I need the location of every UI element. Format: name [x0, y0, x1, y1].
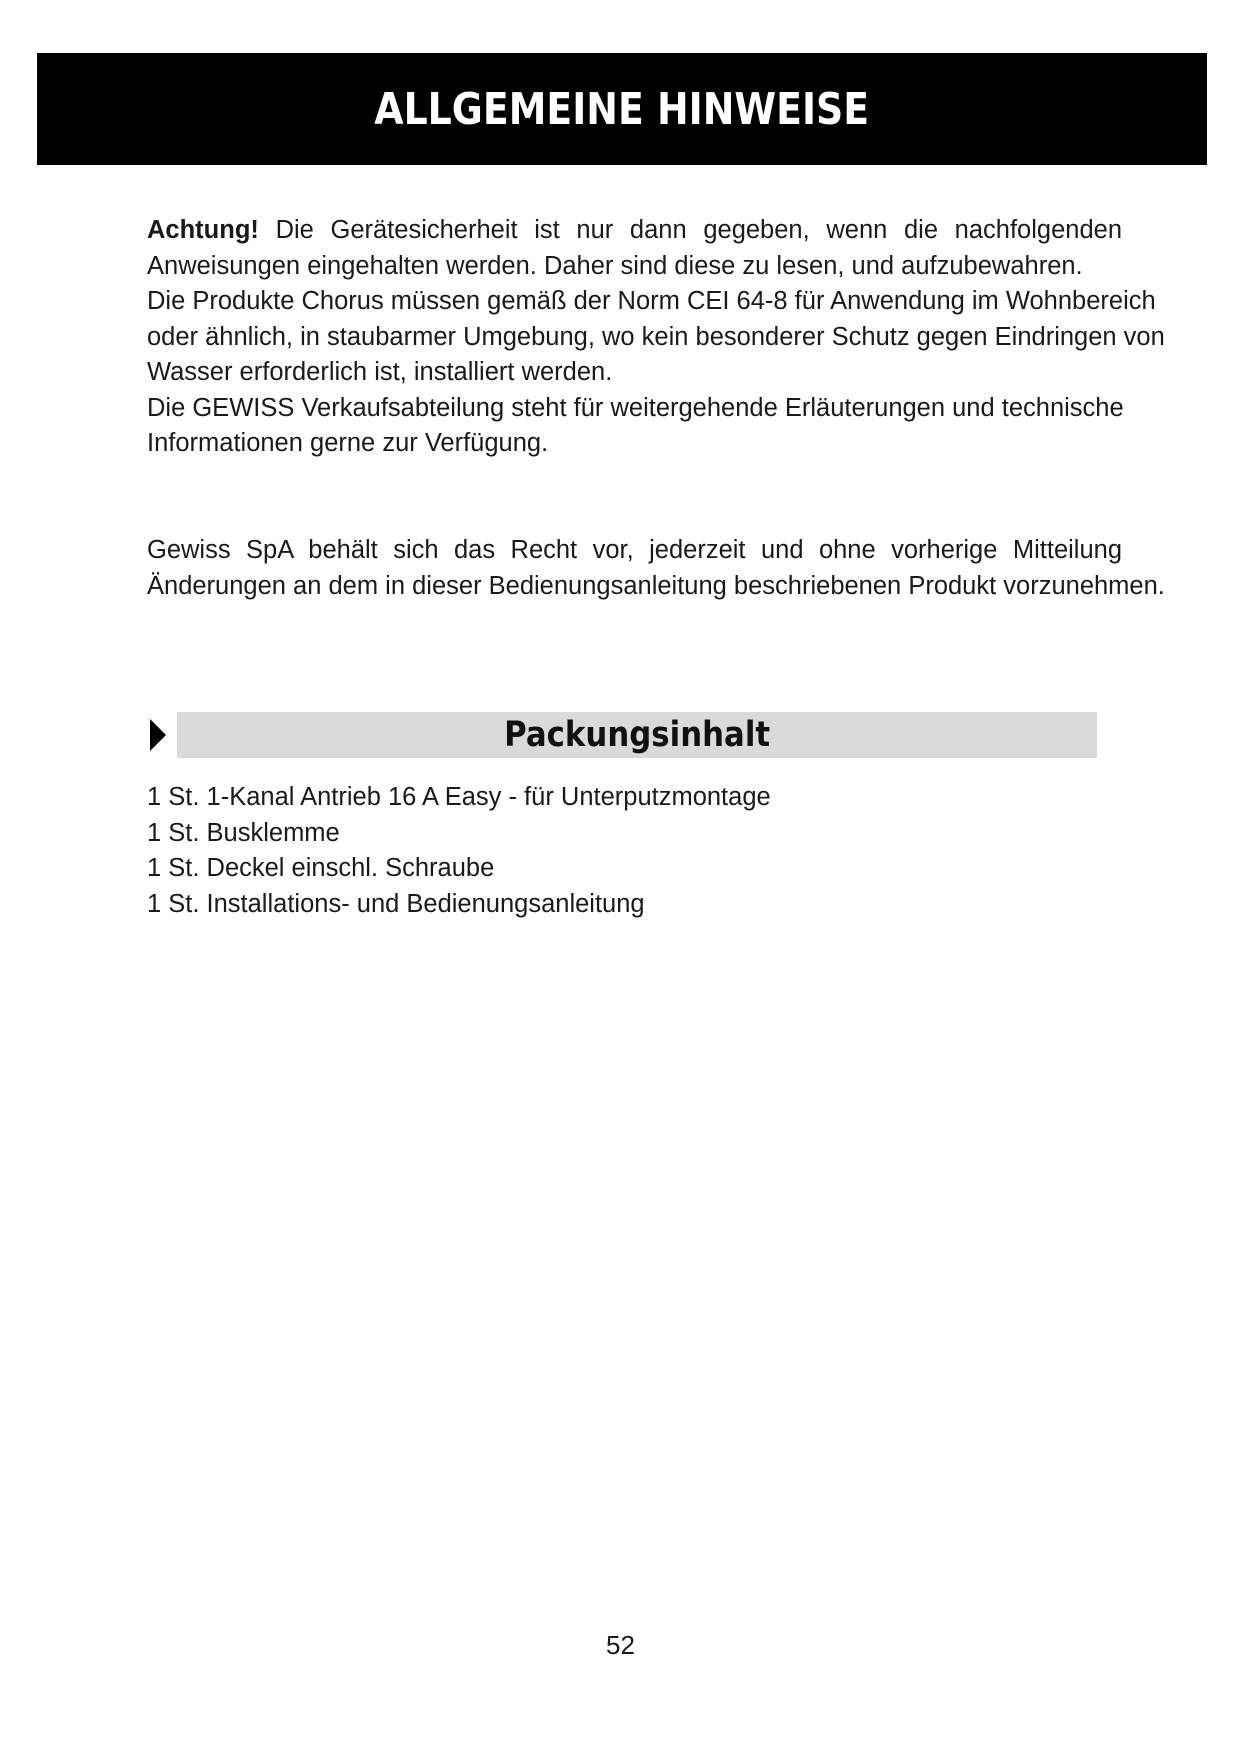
safety-notice-paragraph	[147, 213, 1165, 462]
list-item: 1 St. Deckel einschl. Schraube	[147, 854, 495, 882]
list-item: 1 St. Installations- und Bedienungsanleitung	[147, 889, 645, 918]
package-contents-heading	[147, 712, 1097, 758]
safety-notice-line-6: Die GEWISS Verkaufsabteilung steht für weitergehende Erläuterungen und technische	[147, 393, 1124, 422]
section-title: Packungsinhalt	[503, 715, 770, 755]
safety-notice-line-2: Anweisungen eingehalten werden. Daher sind diese zu lesen, und aufzubewahren.	[147, 251, 1083, 280]
header-banner	[37, 53, 1207, 165]
package-contents-list	[147, 780, 771, 922]
safety-notice-line-4: oder ähnlich, in staubarmer Umgebung, wo kein besonderer Schutz gegen Eindringen von	[147, 322, 1165, 351]
triangle-right-icon	[150, 719, 166, 751]
safety-notice-line-5: Wasser erforderlich ist, installiert werden.	[147, 358, 613, 386]
rights-line-1: Gewiss SpA behält sich das Recht vor, jederzeit und ohne vorherige Mitteilung	[147, 536, 1122, 564]
section-title-bar	[177, 712, 1097, 758]
safety-notice-text-1: Die Gerätesicherheit ist nur dann gegeben, wenn die nachfolgenden	[275, 216, 1122, 244]
safety-notice-line-3: Die Produkte Chorus müssen gemäß der Norm CEI 64-8 für Anwendung im Wohnbereich	[147, 287, 1156, 315]
rights-reservation-paragraph	[147, 533, 1165, 604]
rights-line-2: Änderungen an dem in dieser Bedienungsanleitung beschriebenen Produkt vorzunehmen.	[147, 571, 1165, 600]
safety-notice-line-7: Informationen gerne zur Verfügung.	[147, 429, 549, 457]
list-item: 1 St. Busklemme	[147, 818, 340, 847]
page-number: 52	[606, 1630, 635, 1660]
safety-notice-line-1	[147, 213, 1122, 249]
page-title: ALLGEMEINE HINWEISE	[374, 83, 870, 135]
warning-label: Achtung!	[147, 216, 259, 244]
list-item: 1 St. 1-Kanal Antrieb 16 A Easy - für Unterputzmontage	[147, 783, 771, 811]
